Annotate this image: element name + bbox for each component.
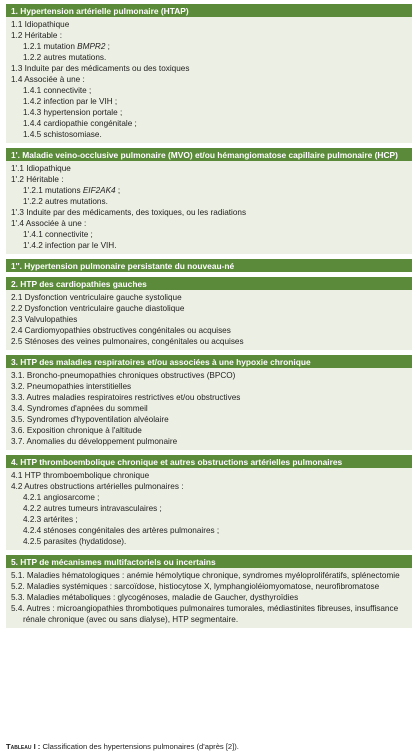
item-text: 1.4.1 connectivite ;	[23, 86, 92, 95]
list-item	[11, 107, 407, 118]
item-text: 1.4.4 cardiopathie congénitale ;	[23, 119, 137, 128]
list-item	[11, 592, 407, 603]
item-text: 1.4.2 infection par le VIH ;	[23, 97, 118, 106]
list-item	[11, 96, 407, 107]
classification-table	[6, 4, 412, 628]
list-item	[11, 603, 407, 625]
item-text: 3.2. Pneumopathies interstitielles	[11, 382, 132, 391]
caption-text: Classification des hypertensions pulmonaires (d'après [2]).	[40, 742, 239, 751]
list-item	[11, 207, 407, 218]
item-text: 1'.2.1 mutations	[23, 186, 83, 195]
section-body	[6, 161, 412, 254]
item-text: 2.5 Sténoses des veines pulmonaires, congénitales ou acquises	[11, 337, 244, 346]
item-text: 1.4.3 hypertension portale ;	[23, 108, 123, 117]
item-text: 2.1 Dysfonction ventriculaire gauche systolique	[11, 293, 182, 302]
item-text: 3.6. Exposition chronique à l'altitude	[11, 426, 142, 435]
item-text: 5.3. Maladies métaboliques : glycogénoses, maladie de Gaucher, dysthyroïdies	[11, 593, 299, 602]
item-text: 4.2.5 parasites (hydatidose).	[23, 537, 127, 546]
item-text: 1'.2.2 autres mutations.	[23, 197, 108, 206]
list-item	[11, 74, 407, 85]
list-item	[11, 163, 407, 174]
list-item	[11, 303, 407, 314]
gene-name: EIF2AK4	[82, 186, 116, 195]
list-item	[11, 403, 407, 414]
list-item	[11, 240, 407, 251]
item-text: 5.4. Autres : microangiopathies thrombotiques pulmonaires tumorales, médiastinites fibreuses, insuffisance rénale chronique (avec ou sans dialyse), HTP segmentaire.	[11, 604, 399, 624]
list-item	[11, 525, 407, 536]
item-text: 1.3 Induite par des médicaments ou des toxiques	[11, 64, 190, 73]
section-header: 2. HTP des cardiopathies gauches	[6, 277, 412, 290]
list-item	[11, 325, 407, 336]
section-header: 5. HTP de mécanismes multifactoriels ou incertains	[6, 555, 412, 568]
section-header: 1'. Maladie veino-occlusive pulmonaire (MVO) et/ou hémangiomatose capillaire pulmonaire (HCP)	[6, 148, 412, 161]
table-caption	[6, 742, 239, 751]
section-body	[6, 468, 412, 550]
gene-name: BMPR2	[77, 42, 106, 51]
list-item	[11, 570, 407, 581]
item-text: 1.2.2 autres mutations.	[23, 53, 107, 62]
item-suffix: ;	[115, 186, 121, 195]
section-body	[6, 368, 412, 450]
item-text: 2.2 Dysfonction ventriculaire gauche diastolique	[11, 304, 185, 313]
list-item	[11, 129, 407, 140]
item-text: 1.4.5 schistosomiase.	[23, 130, 102, 139]
item-text: 2.3 Valvulopathies	[11, 315, 78, 324]
item-text: 4.2.4 sténoses congénitales des artères pulmonaires ;	[23, 526, 220, 535]
list-item	[11, 185, 407, 196]
item-text: 3.4. Syndromes d'apnées du sommeil	[11, 404, 148, 413]
list-item	[11, 514, 407, 525]
list-item	[11, 381, 407, 392]
item-text: 1'.1 Idiopathique	[11, 164, 71, 173]
list-item	[11, 370, 407, 381]
item-text: 1.1 Idiopathique	[11, 20, 70, 29]
item-text: 4.2.3 artérites ;	[23, 515, 78, 524]
item-text: 3.1. Broncho-pneumopathies chroniques obstructives (BPCO)	[11, 371, 236, 380]
list-item	[11, 492, 407, 503]
item-text: 1.4 Associée à une :	[11, 75, 85, 84]
item-suffix: ;	[105, 42, 110, 51]
list-item	[11, 470, 407, 481]
list-item	[11, 536, 407, 547]
item-text: 3.5. Syndromes d'hypoventilation alvéolaire	[11, 415, 169, 424]
section-header: 3. HTP des maladies respiratoires et/ou associées à une hypoxie chronique	[6, 355, 412, 368]
item-text: 1'.2 Héritable :	[11, 175, 64, 184]
list-item	[11, 19, 407, 30]
item-text: 4.1 HTP thromboembolique chronique	[11, 471, 150, 480]
section-header: 1. Hypertension artérielle pulmonaire (HTAP)	[6, 4, 412, 17]
section-header: 1''. Hypertension pulmonaire persistante du nouveau-né	[6, 259, 412, 272]
list-item	[11, 174, 407, 185]
caption-label: Tableau I :	[6, 742, 41, 751]
list-item	[11, 118, 407, 129]
list-item	[11, 425, 407, 436]
item-text: 1.2.1 mutation	[23, 42, 78, 51]
list-item	[11, 503, 407, 514]
list-item	[11, 85, 407, 96]
list-item	[11, 581, 407, 592]
list-item	[11, 392, 407, 403]
list-item	[11, 196, 407, 207]
item-text: 1'.4.2 infection par le VIH.	[23, 241, 117, 250]
list-item	[11, 41, 407, 52]
list-item	[11, 481, 407, 492]
item-text: 1.2 Héritable :	[11, 31, 62, 40]
item-text: 2.4 Cardiomyopathies obstructives congénitales ou acquises	[11, 326, 231, 335]
list-item	[11, 218, 407, 229]
section-body	[6, 290, 412, 350]
section-body	[6, 17, 412, 143]
item-text: 4.2.2 autres tumeurs intravasculaires ;	[23, 504, 162, 513]
item-text: 4.2.1 angiosarcome ;	[23, 493, 100, 502]
list-item	[11, 436, 407, 447]
item-text: 1'.4 Associée à une :	[11, 219, 87, 228]
list-item	[11, 30, 407, 41]
list-item	[11, 52, 407, 63]
list-item	[11, 292, 407, 303]
item-text: 4.2 Autres obstructions artérielles pulmonaires :	[11, 482, 184, 491]
section-header: 4. HTP thromboembolique chronique et autres obstructions artérielles pulmonaires	[6, 455, 412, 468]
item-text: 3.3. Autres maladies respiratoires restrictives et/ou obstructives	[11, 393, 241, 402]
list-item	[11, 63, 407, 74]
item-text: 1'.4.1 connectivite ;	[23, 230, 93, 239]
list-item	[11, 229, 407, 240]
item-text: 5.1. Maladies hématologiques : anémie hémolytique chronique, syndromes myéloprolifératifs, splénectomie	[11, 571, 400, 580]
list-item	[11, 414, 407, 425]
item-text: 1'.3 Induite par des médicaments, des toxiques, ou les radiations	[11, 208, 247, 217]
section-body	[6, 568, 412, 628]
list-item	[11, 314, 407, 325]
item-text: 5.2. Maladies systémiques : sarcoïdose, histiocytose X, lymphangioléiomyomatose, neurofibromatose	[11, 582, 380, 591]
item-text: 3.7. Anomalies du développement pulmonaire	[11, 437, 178, 446]
list-item	[11, 336, 407, 347]
